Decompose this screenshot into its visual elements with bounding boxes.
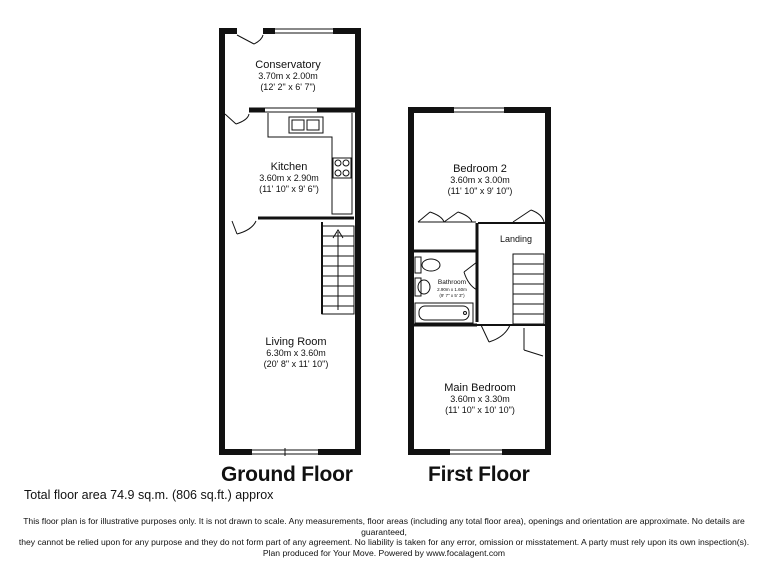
kitchen-door xyxy=(225,106,249,124)
sink xyxy=(289,117,323,133)
disclaimer-line-3: Plan produced for Your Move. Powered by www.focalagent.com xyxy=(262,547,506,558)
disclaimer-line-2: they cannot be relied upon for any purpose and they do not form part of any agreement. No liability is taken for any error, omission or misstatement. A party must rely upon its own inspection(s). xyxy=(18,537,750,548)
kitchen-window xyxy=(265,107,317,113)
conservatory-name: Conservatory xyxy=(255,59,321,71)
main-bedroom-door xyxy=(481,325,510,342)
living-room-imperial: (20' 8" x 11' 10") xyxy=(263,359,329,369)
conservatory-metric: 3.70m x 2.00m xyxy=(258,71,318,81)
disclaimer xyxy=(0,516,768,558)
hob xyxy=(333,158,351,178)
living-room-metric: 6.30m x 3.60m xyxy=(266,348,326,358)
main-bedroom-imperial: (11' 10" x 10' 10") xyxy=(445,405,515,415)
conservatory-door xyxy=(237,28,263,44)
conservatory-imperial: (12' 2" x 6' 7") xyxy=(260,82,316,92)
bedroom2-door xyxy=(513,210,544,222)
living-room-window xyxy=(252,448,318,456)
kitchen-name: Kitchen xyxy=(270,161,308,173)
bedroom2-window xyxy=(454,106,504,114)
total-floor-area: Total floor area 74.9 sq.m. (806 sq.ft.) approx xyxy=(24,488,274,502)
main-bedroom-metric: 3.60m x 3.30m xyxy=(450,394,510,404)
kitchen-metric: 3.60m x 2.90m xyxy=(259,173,319,183)
bathroom-imperial: (9' 7" x 5' 3") xyxy=(439,293,465,298)
main-bedroom-name: Main Bedroom xyxy=(444,382,516,394)
bedroom2-metric: 3.60m x 3.00m xyxy=(450,175,510,185)
kitchen-imperial: (11' 10" x 9' 6") xyxy=(259,184,319,194)
disclaimer-line-1: This floor plan is for illustrative purposes only. It is not drawn to scale. Any measurements, floor areas (including any total floor area), openings and orientation are approximate. No details are guaranteed, xyxy=(23,516,745,537)
toilet xyxy=(415,257,440,273)
ground-floor-title: Ground Floor xyxy=(221,463,353,486)
bathroom-name: Bathroom xyxy=(437,279,467,286)
bathroom-metric: 2.90m x 1.60m xyxy=(437,287,467,292)
basin xyxy=(415,278,430,296)
stairwell-door xyxy=(524,328,543,356)
ground-floor-stairs xyxy=(322,226,354,314)
cupboard-doors xyxy=(418,212,476,222)
landing-name: Landing xyxy=(499,234,533,244)
main-bedroom-window xyxy=(450,448,502,456)
living-room-name: Living Room xyxy=(265,336,327,348)
first-floor-stairs xyxy=(513,254,544,324)
bath xyxy=(415,303,473,323)
conservatory-window xyxy=(275,27,333,35)
bedroom2-name: Bedroom 2 xyxy=(453,163,507,175)
bedroom2-imperial: (11' 10" x 9' 10") xyxy=(447,186,513,196)
first-floor-title: First Floor xyxy=(428,463,530,486)
living-room-door xyxy=(225,215,257,234)
